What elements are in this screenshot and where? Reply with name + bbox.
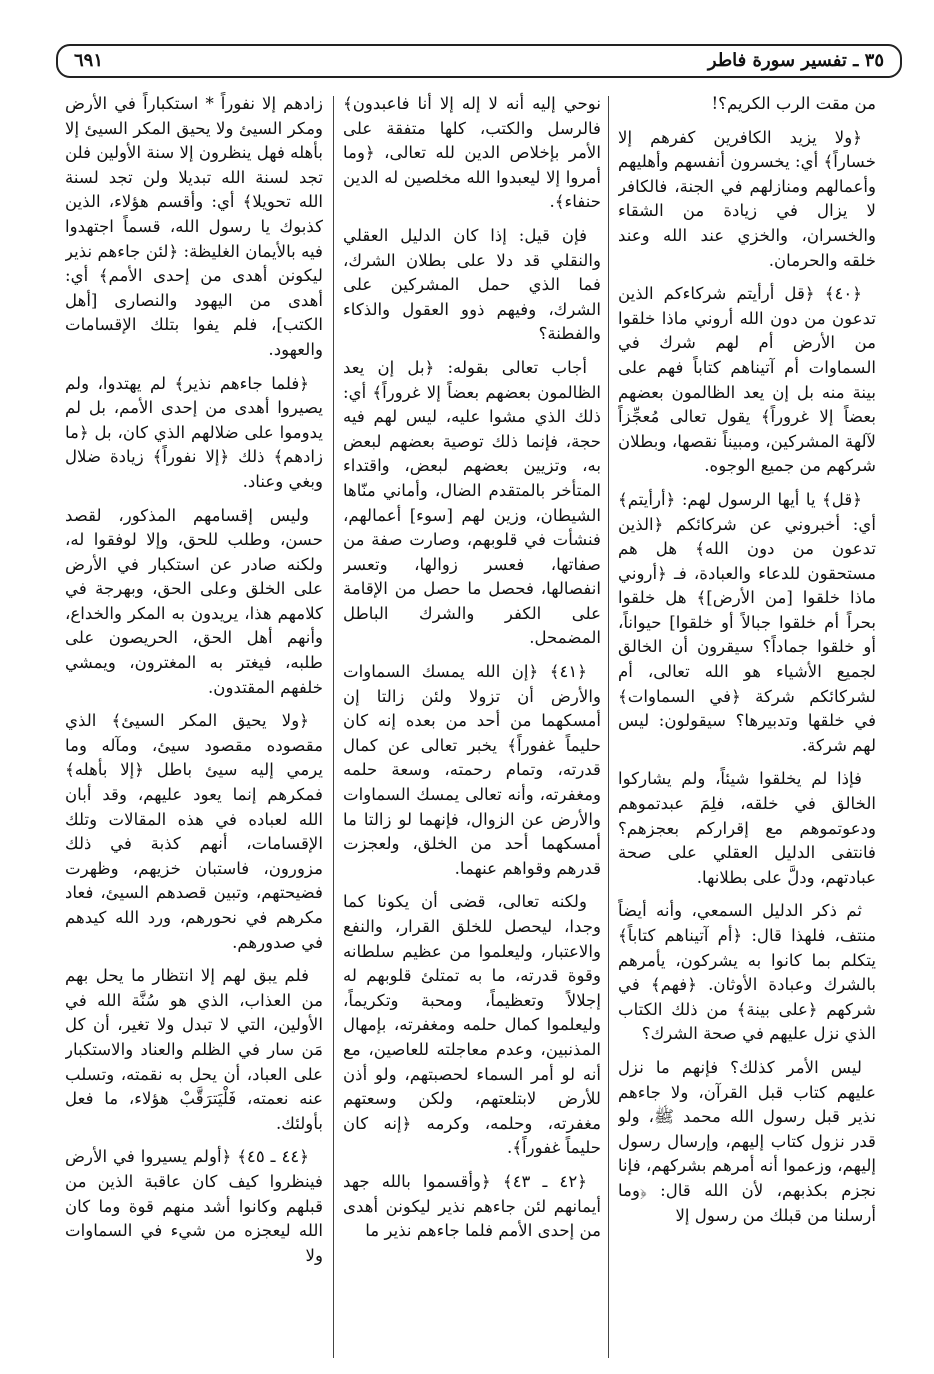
paragraph: ﴿٤٢ ـ ٤٣﴾ ﴿وأقسموا بالله جهد أيمانهم لئن جاءهم نذير ليكونن أهدى من إحدى الأمم فلما جاءهم نذير ما (343, 1171, 601, 1241)
paragraph: فإذا لم يخلقوا شيئاً، ولم يشاركوا الخالق في خلقه، فلِمَ عبدتموهم ودعوتموهم مع إقراركم بعجزهم؟ فانتفى الدليل العقلي على صحة عبادتهم، ودلَّ على بطلانها. (618, 769, 876, 887)
paragraph: وليس إقسامهم المذكور، لقصد حسن، وطلب للحق، وإلا لوفقوا له، ولكنه صادر عن استكبار في الأرض على الخلق وعلى الحق، وبهرجة في كلامهم هذا، يريدون به المكر والخداع، وأنهم أهل الحق، الحريصون على طلبه، فيغتر به المغترون، ويمشي خلفهم المقتدون. (65, 505, 323, 697)
page-number: ٦٩١ (74, 50, 104, 71)
paragraph: ﴿ولا يحيق المكر السيئ﴾ الذي مقصوده مقصود سيئ، ومآله وما يرمي إليه سيئ باطل ﴿إلا بأهله﴾ فمكرهم إنما يعود عليهم، وقد أبان الله لعباده في هذه المقالات وتلك الإقسامات، أنهم كذبة في ذلك مزورون، فاستبان خزيهم، وظهرت فضيحتهم، وتبين قصدهم السيئ، فعاد مكرهم في نحورهم، ورد الله كيدهم في صدورهم. (65, 711, 323, 952)
paragraph: ولكنه تعالى، قضى أن يكونا كما وجدا، ليحصل للخلق القرار، والنفع والاعتبار، وليعلموا من عظيم سلطانه وقوة قدرته، ما به تمتلئ قلوبهم له إجلالاً وتعظيماً، ومحبة وتكريماً، وليعلموا كمال حلمه ومغفرته، بإمهال المذنبين، وعدم معاجلته للعاصين، مع أنه لو أمر السماء لحصبتهم، ولو أذن للأرض لابتلعتهم، ولكن وسعتهم مغفرته، وحلمه، وكرمه ﴿إنه كان حليماً غفوراً﴾. (343, 892, 601, 1158)
paragraph: فلم يبق لهم إلا انتظار ما يحل بهم من العذاب، الذي هو سُنَّة الله في الأولين، التي لا تبدل ولا تغير، أن كل مَن سار في الظلم والعناد والاستكبار على العباد، أن يحل به نقمته، وتسلب عنه نعمته، فَلْيَترَقَّبْ هؤلاء، ما فعل بأولئك. (65, 966, 323, 1133)
paragraph: ﴿ولا يزيد الكافرين كفرهم إلا خساراً﴾ أي: يخسرون أنفسهم وأهليهم وأعمالهم ومنازلهم في الجنة، فالكافر لا يزال في زيادة من الشقاء والخسران، والخزي عند الله وعند خلقه والحرمان. (618, 127, 876, 270)
paragraph: ﴿٤١﴾ ﴿إن الله يمسك السماوات والأرض أن تزولا ولئن زالتا إن أمسكهما من أحد من بعده إنه كان حليماً غفوراً﴾ يخبر تعالى عن كمال قدرته، وتمام رحمته، وسعة حلمه ومغفرته، وأنه تعالى يمسك السماوات والأرض عن الزوال، فإنهما لو زالتا ما أمسكهما أحد من الخلق، ولعجزت قدرهم وقواهم عنهما. (343, 662, 601, 878)
paragraph: من مقت الرب الكريم؟! (711, 94, 876, 113)
paragraph: ﴿٤٠﴾ ﴿قل أرأيتم شركاءكم الذين تدعون من دون الله أروني ماذا خلقوا من الأرض أم لهم شرك في السماوات أم آتيناهم كتاباً فهم على بينة منه بل إن يعد الظالمون بعضهم بعضاً إلا غروراً﴾ يقول تعالى مُعجِّزاً لآلهة المشركين، ومبيناً نقصها، وبطلان شركهم من جميع الوجوه. (618, 284, 876, 476)
paragraph: زادهم إلا نفوراً * استكباراً في الأرض ومكر السيئ ولا يحيق المكر السيئ إلا بأهله فهل ينظرون إلا سنة الأولين فلن تجد لسنة الله تبديلا ولن تجد لسنة الله تحويلا﴾ أي: وأقسم هؤلاء، الذين كذبوك يا رسول الله، قسماً اجتهدوا فيه بالأيمان الغليظة: ﴿لئن جاءهم نذير ليكونن أهدى من إحدى الأمم﴾ أي: أهدى من اليهود والنصارى [أهل الكتب]، فلم يفوا بتلك الإقسامات والعهود. (65, 94, 323, 359)
paragraph: فإن قيل: إذا كان الدليل العقلي والنقلي قد دلا على بطلان الشرك، فما الذي حمل المشركين على الشرك، وفيهم ذوو العقول والذكاء والفطنة؟ (343, 225, 601, 344)
paragraph: نوحي إليه أنه لا إله إلا أنا فاعبدون﴾ فالرسل والكتب، كلها متفقة على الأمر بإخلاص الدين لله تعالى، ﴿وما أمروا إلا ليعبدوا الله مخلصين له الدين حنفاء﴾. (343, 94, 601, 212)
paragraph: ﴿قل﴾ يا أيها الرسول لهم: ﴿أرأيتم﴾ أي: أخبروني عن شركائكم ﴿الذين تدعون من دون الله﴾ هل هم مستحقون للدعاء والعبادة، فـ ﴿أروني ماذا خلقوا [من الأرض]﴾ هل خلقوا بحراً أم خلقوا جبالاً أو خلقوا] حيواناً، أو خلقوا جماداً؟ سيقرون أن الخالق لجميع الأشياء هو الله تعالى، أم لشركائكم شركة ﴿في السماوات﴾ في خلقها وتدبيرها؟ سيقولون: ليس لهم شركة. (618, 489, 876, 755)
paragraph: ثم ذكر الدليل السمعي، وأنه أيضاً منتف، فلهذا قال: ﴿أم آتيناهم كتاباً﴾ يتكلم بما كانوا به يشركون، يأمرهم بالشرك وعبادة الأوثان. ﴿فهم﴾ في شركهم ﴿على بينة﴾ من ذلك الكتاب الذي نزل عليهم في صحة الشرك؟ (618, 901, 876, 1044)
page-title: ٣٥ ـ تفسير سورة فاطر (707, 50, 884, 71)
column-left (65, 92, 323, 1362)
column-middle (343, 92, 601, 1362)
paragraph: أجاب تعالى بقوله: ﴿بل إن يعد الظالمون بعضهم بعضاً إلا غروراً﴾ أي: ذلك الذي مشوا عليه، ليس لهم فيه حجة، فإنما ذلك توصية بعضهم لبعض به، وتزيين بعضهم لبعض، واقتداء المتأخر بالمتقدم الضال، وأماني منّاها الشيطان، وزين لهم [سوء] أعمالهم، فنشأت في قلوبهم، وصارت صفة من صفاتها، فعسر زوالها، وتعسر انفصالها، فحصل ما حصل من الإقامة على الكفر والشرك الباطل المضمحل. (343, 357, 601, 648)
paragraph: ﴿٤٤ ـ ٤٥﴾ ﴿أولم يسيروا في الأرض فينظروا كيف كان عاقبة الذين من قبلهم وكانوا أشد منهم قوة وما كان الله ليعجزه من شيء في السماوات ولا (65, 1147, 323, 1265)
paragraph: ﴿فلما جاءهم نذير﴾ لم يهتدوا، ولم يصيروا أهدى من إحدى الأمم، بل لم يدوموا على ضلالهم الذي كان، بل ﴿ما زادهم﴾ ذلك ﴿إلا نفوراً﴾ زيادة ضلال وبغي وعناد. (65, 373, 323, 491)
column-divider (608, 96, 609, 1358)
paragraph: ليس الأمر كذلك؟ فإنهم ما نزل عليهم كتاب قبل القرآن، ولا جاءهم نذير قبل رسول الله محمد ﷺ، ولو قدر نزول كتاب إليهم، وإرسال رسول إليهم، وزعموا أنه أمرهم بشركهم، فإنا نجزم بكذبهم، لأن الله قال: ﴿وما أرسلنا من قبلك من رسول إلا (618, 1057, 876, 1225)
column-right (618, 92, 876, 1362)
page-header (56, 44, 902, 78)
column-divider (333, 96, 334, 1358)
